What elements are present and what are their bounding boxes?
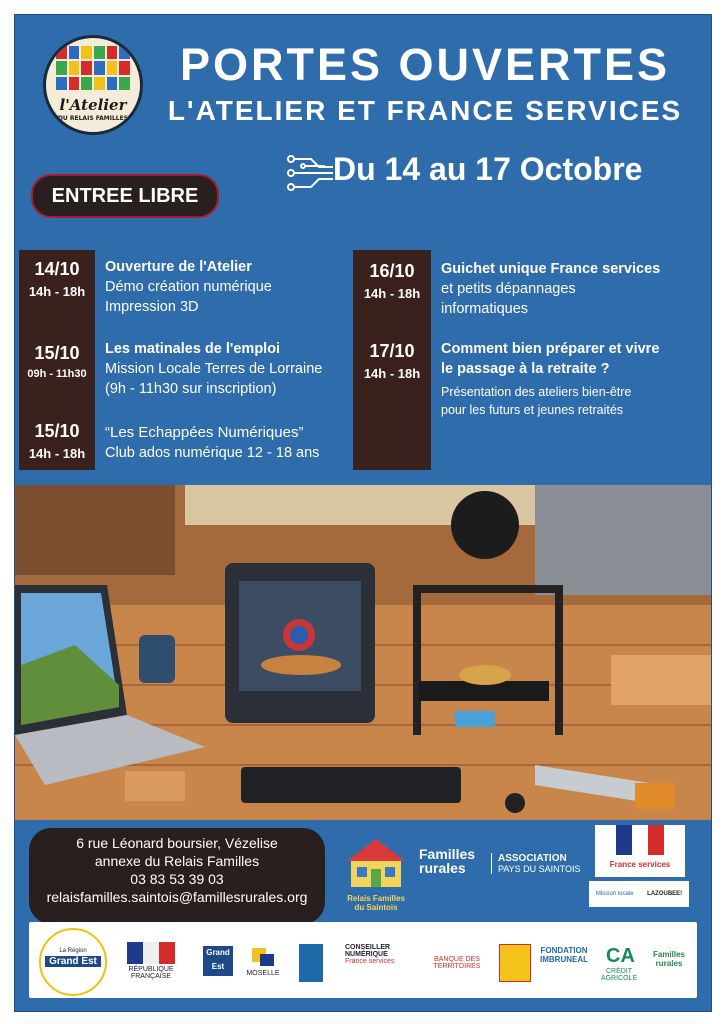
hours: 09h - 11h30	[27, 368, 87, 380]
banque-territoires-logo	[425, 956, 489, 970]
event-title-2: le passage à la retraite ?	[441, 361, 610, 377]
date: 14/10	[34, 259, 80, 279]
event-line: informatiques	[441, 301, 529, 317]
logo-sub: DU RELAIS FAMILLES	[57, 115, 129, 122]
republique-francaise-logo	[119, 942, 183, 980]
event-line: Club ados numérique 12 - 18 ans	[105, 445, 320, 461]
france-services-label: France services	[609, 860, 671, 869]
event-title: Comment bien préparer et vivre	[441, 341, 660, 357]
event-title: “Les Echappées Numériques”	[105, 424, 304, 441]
date-entry	[353, 261, 431, 301]
moselle-label: MOSELLE	[246, 970, 280, 977]
event-line: (9h - 11h30 sur inscription)	[105, 381, 277, 397]
date: 16/10	[369, 261, 415, 281]
event-item	[441, 339, 703, 419]
event-title: Ouverture de l'Atelier	[105, 259, 252, 275]
cnfs-label-2: NUMÉRIQUE	[345, 951, 388, 958]
marianne-icon	[616, 825, 664, 855]
page-subtitle: L'ATELIER ET FRANCE SERVICES	[167, 95, 683, 126]
fondation-label-2: IMBRUNEAL	[540, 955, 588, 964]
relais-familles-logo	[343, 835, 409, 915]
familles-rurales-logo	[419, 847, 489, 875]
sponsor-bar	[29, 922, 697, 998]
hours: 14h - 18h	[28, 446, 86, 461]
logo-name: l'Atelier	[59, 96, 127, 114]
association-label: ASSOCIATION	[498, 853, 567, 864]
workshop-illustration	[15, 485, 711, 820]
grand-est-logo	[203, 946, 233, 976]
france-services-logo	[595, 825, 685, 877]
address-line: 6 rue Léonard boursier, Vézelise	[76, 835, 278, 851]
coat-of-arms-logo	[499, 944, 531, 982]
event-line: Mission Locale Terres de Lorraine	[105, 361, 323, 377]
address-box	[29, 828, 325, 924]
banque-label: BANQUE DES TERRITOIRES	[433, 956, 481, 970]
ca-label: CRÉDIT AGRICOLE	[600, 968, 638, 982]
address-line: annexe du Relais Familles	[94, 853, 260, 869]
date-entry	[353, 341, 431, 381]
date: 15/10	[34, 421, 80, 441]
date-entry	[19, 259, 95, 299]
relais-label: Relais Familles du Saintois	[347, 894, 405, 912]
credit-agricole-logo	[595, 942, 643, 982]
event-line: Impression 3D	[105, 299, 199, 315]
event-item	[105, 423, 355, 463]
cnfs-badge-logo	[299, 944, 323, 982]
familles-rurales-small-logo	[647, 950, 691, 968]
hours: 14h - 18h	[363, 366, 421, 381]
region-grand-est-logo	[39, 928, 107, 996]
grand-est-label: Grand Est	[206, 948, 230, 971]
event-line: Présentation des ateliers bien-être	[441, 385, 632, 399]
region-top-label: La Région	[59, 948, 87, 954]
fondation-logo	[537, 946, 591, 964]
email: relaisfamilles.saintois@famillesrurales.org	[46, 889, 308, 905]
event-title: Guichet unique France services	[441, 261, 661, 277]
fondation-label-1: FONDATION	[540, 946, 588, 955]
event-item	[105, 339, 355, 399]
moselle-logo	[245, 946, 281, 977]
event-line: et petits dépannages	[441, 281, 576, 297]
hours: 14h - 18h	[28, 284, 86, 299]
pays-label: PAYS DU SAINTOIS	[498, 864, 581, 874]
date: 17/10	[369, 341, 415, 361]
event-line: Démo création numérique	[105, 279, 272, 295]
rf-label: RÉPUBLIQUE FRANÇAISE	[128, 966, 174, 980]
flag-icon	[127, 942, 175, 964]
conseiller-numerique-logo	[345, 944, 415, 965]
3d-printer-icon	[225, 563, 375, 723]
region-label: Grand Est	[45, 956, 101, 967]
cnfs-label-3: France services	[345, 958, 395, 965]
atelier-logo	[43, 35, 143, 135]
date-entry	[19, 343, 95, 380]
event-title: Les matinales de l'emploi	[105, 341, 281, 357]
svg-text:CA: CA	[606, 945, 634, 966]
association-logo	[491, 853, 608, 874]
date-entry	[19, 421, 95, 461]
poster	[14, 14, 712, 1012]
page-title: PORTES OUVERTES	[179, 39, 671, 90]
mission-locale-label: Mission locale	[595, 891, 634, 897]
familles-label: Familles rurales	[419, 846, 476, 876]
event-item	[105, 257, 355, 317]
date: 15/10	[34, 343, 80, 363]
phone-number: 03 83 53 39 03	[130, 871, 224, 887]
house-icon	[343, 835, 409, 889]
ca-icon	[604, 942, 634, 966]
lazoubee-label: LAZOUBEE!	[647, 891, 683, 897]
moselle-icon	[248, 946, 278, 968]
event-dates: Du 14 au 17 Octobre	[333, 151, 643, 187]
event-line: pour les futurs et jeunes retraités	[441, 403, 624, 417]
hours: 14h - 18h	[363, 286, 421, 301]
entree-libre-badge: ENTREE LIBRE	[31, 174, 219, 218]
mosaic-icon	[56, 46, 130, 90]
cnfs-label-1: CONSEILLER	[345, 944, 391, 951]
fr-bottom-label: Familles rurales	[652, 950, 685, 968]
event-item	[441, 259, 703, 319]
mission-locale-logo	[589, 881, 689, 907]
